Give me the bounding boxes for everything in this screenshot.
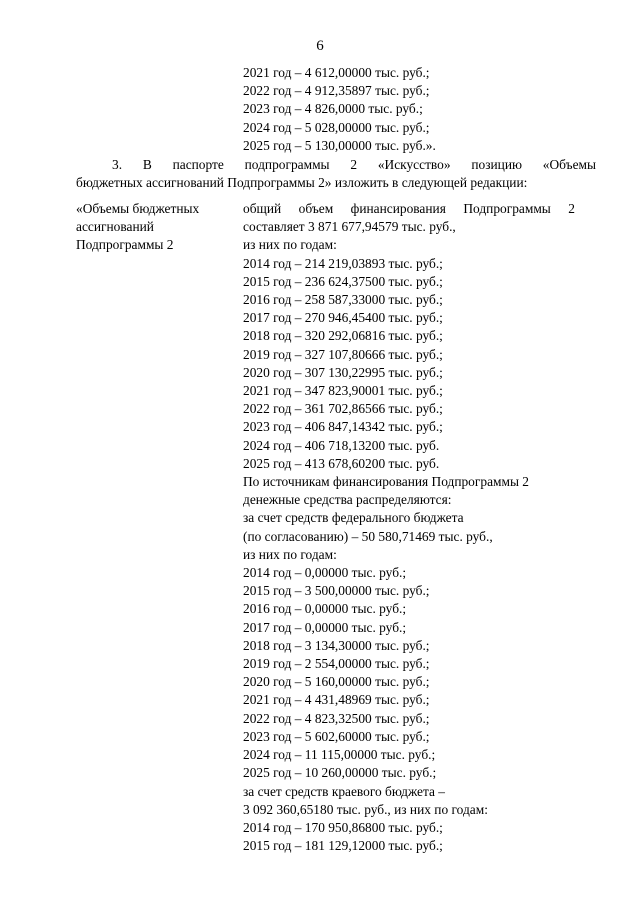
- right-column-line: за счет средств федерального бюджета: [243, 510, 464, 526]
- right-column-line: 2022 год – 4 823,32500 тыс. руб.;: [243, 710, 430, 726]
- right-column-line: 2024 год – 11 115,00000 тыс. руб.;: [243, 747, 436, 763]
- table-left-column: [76, 200, 236, 255]
- table-right-column: [243, 200, 603, 855]
- right-column-line: общий объем финансирования Подпрограммы 2: [243, 201, 575, 216]
- right-column-line: составляет 3 871 677,94579 тыс. руб.,: [243, 219, 456, 235]
- right-column-line: 2023 год – 406 847,14342 тыс. руб.;: [243, 419, 443, 435]
- left-column-line: ассигнований: [76, 219, 154, 235]
- right-column-line: из них по годам:: [243, 237, 337, 253]
- right-column-line: 2014 год – 214 219,03893 тыс. руб.;: [243, 255, 443, 271]
- right-column-line: 2014 год – 170 950,86800 тыс. руб.;: [243, 819, 443, 835]
- page-number: 6: [316, 38, 324, 54]
- year-line: 2025 год – 5 130,00000 тыс. руб.».: [243, 137, 436, 153]
- right-column-line: 2015 год – 181 129,12000 тыс. руб.;: [243, 838, 443, 854]
- paragraph-line: бюджетных ассигнований Подпрограммы 2» изложить в следующей редакции:: [76, 175, 528, 191]
- paragraph-line: 3. В паспорте подпрограммы 2 «Искусство» позицию «Объемы: [112, 157, 596, 172]
- previous-years-list: [243, 64, 436, 155]
- right-column-line: 2016 год – 258 587,33000 тыс. руб.;: [243, 292, 443, 308]
- year-line: 2022 год – 4 912,35897 тыс. руб.;: [243, 83, 430, 99]
- right-column-line: 2025 год – 413 678,60200 тыс. руб.: [243, 455, 440, 471]
- right-column-line: 2018 год – 3 134,30000 тыс. руб.;: [243, 637, 430, 653]
- right-column-line: 2021 год – 347 823,90001 тыс. руб.;: [243, 383, 443, 399]
- right-column-line: 2020 год – 307 130,22995 тыс. руб.;: [243, 364, 443, 380]
- right-column-line: 2017 год – 0,00000 тыс. руб.;: [243, 619, 407, 635]
- right-column-line: 2015 год – 3 500,00000 тыс. руб.;: [243, 583, 430, 599]
- right-column-line: денежные средства распределяются:: [243, 492, 452, 508]
- right-column-line: 2020 год – 5 160,00000 тыс. руб.;: [243, 674, 430, 690]
- right-column-line: (по согласованию) – 50 580,71469 тыс. руб.,: [243, 528, 493, 544]
- left-column-line: Подпрограммы 2: [76, 237, 174, 253]
- right-column-line: По источникам финансирования Подпрограммы 2: [243, 474, 529, 490]
- right-column-line: 3 092 360,65180 тыс. руб., из них по годам:: [243, 801, 488, 817]
- right-column-line: 2014 год – 0,00000 тыс. руб.;: [243, 565, 407, 581]
- right-column-line: за счет средств краевого бюджета –: [243, 783, 446, 799]
- right-column-line: 2019 год – 2 554,00000 тыс. руб.;: [243, 656, 430, 672]
- right-column-line: из них по годам:: [243, 546, 337, 562]
- right-column-line: 2023 год – 5 602,60000 тыс. руб.;: [243, 728, 430, 744]
- right-column-line: 2022 год – 361 702,86566 тыс. руб.;: [243, 401, 443, 417]
- right-column-line: 2017 год – 270 946,45400 тыс. руб.;: [243, 310, 443, 326]
- right-column-line: 2024 год – 406 718,13200 тыс. руб.: [243, 437, 440, 453]
- right-column-line: 2016 год – 0,00000 тыс. руб.;: [243, 601, 407, 617]
- right-column-line: 2015 год – 236 624,37500 тыс. руб.;: [243, 273, 443, 289]
- amendment-paragraph: [76, 156, 596, 192]
- right-column-line: 2019 год – 327 107,80666 тыс. руб.;: [243, 346, 443, 362]
- right-column-line: 2021 год – 4 431,48969 тыс. руб.;: [243, 692, 430, 708]
- right-column-line: 2025 год – 10 260,00000 тыс. руб.;: [243, 765, 437, 781]
- right-column-line: 2018 год – 320 292,06816 тыс. руб.;: [243, 328, 443, 344]
- year-line: 2024 год – 5 028,00000 тыс. руб.;: [243, 119, 430, 135]
- left-column-line: «Объемы бюджетных: [76, 201, 200, 216]
- year-line: 2021 год – 4 612,00000 тыс. руб.;: [243, 65, 430, 80]
- year-line: 2023 год – 4 826,0000 тыс. руб.;: [243, 101, 423, 117]
